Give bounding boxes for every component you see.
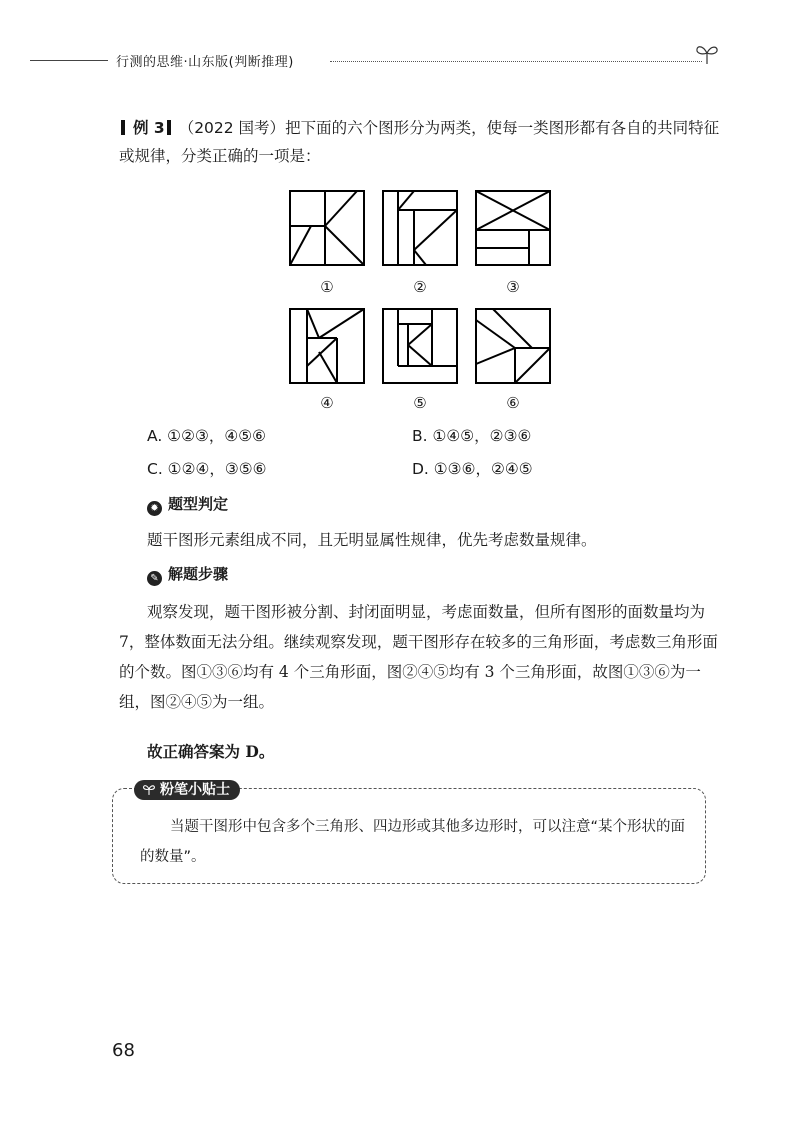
lightbulb-icon: ✹ (147, 501, 162, 516)
pencil-icon: ✎ (147, 571, 162, 586)
figure-3 (475, 190, 551, 266)
section-type-text: 题干图形元素组成不同，且无明显属性规律，优先考虑数量规律。 (147, 531, 597, 549)
example-label: 例 3 (133, 119, 165, 137)
figure-label-6: ⑥ (506, 394, 520, 412)
running-header (30, 48, 720, 72)
figure-1 (289, 190, 365, 266)
figure-6 (475, 308, 551, 384)
section-steps-paragraph: 观察发现，题干图形被分割、封闭面明显，考虑面数量，但所有图形的面数量均为 7，整体数面无法分组。继续观察发现，题干图形存在较多的三角形面，考虑数三角形面的个数。图①③⑥均有 4 个三角形面，图②④⑤均有 3 个三角形面，故图①③⑥为一组，图②④⑤为一组。 (119, 603, 718, 711)
answer-line: 故正确答案为 D。 (147, 742, 275, 761)
figure-label-4: ④ (320, 394, 334, 412)
figure-label-5: ⑤ (413, 394, 427, 412)
section-type-heading (147, 493, 228, 516)
figure-label-3: ③ (506, 278, 520, 296)
header-title: 行测的思维·山东版(判断推理) (116, 55, 294, 70)
header-rule-right (330, 61, 702, 62)
section-type-title: 题型判定 (168, 495, 229, 513)
example-question (119, 114, 729, 170)
option-d: D. ①③⑥，②④⑤ (412, 460, 533, 478)
page-number: 68 (112, 1040, 135, 1061)
figure-label-1: ① (320, 278, 334, 296)
sprout-icon (142, 782, 156, 796)
tip-heading (134, 780, 240, 800)
option-a: A. ①②③，④⑤⑥ (147, 427, 267, 445)
section-steps-heading (147, 563, 228, 586)
example-source: （2022 国考） (178, 119, 286, 137)
tip-title: 粉笔小贴士 (160, 782, 230, 798)
figure-grid (285, 190, 555, 418)
figure-label-2: ② (413, 278, 427, 296)
option-c: C. ①②④，③⑤⑥ (147, 460, 267, 478)
option-b: B. ①④⑤，②③⑥ (412, 427, 532, 445)
example-question-text: 把下面的六个图形分为两类，使每一类图形都有各自的共同特征或规律，分类正确的一项是： (119, 119, 720, 165)
sprout-icon (694, 40, 720, 66)
figure-2 (382, 190, 458, 266)
header-rule-left (30, 60, 108, 61)
figure-4 (289, 308, 365, 384)
tip-text: 当题干图形中包含多个三角形、四边形或其他多边形时，可以注意“某个形状的面的数量”。 (140, 819, 686, 865)
figure-5 (382, 308, 458, 384)
section-steps-title: 解题步骤 (168, 565, 229, 583)
example-bar-right (167, 120, 171, 135)
example-bar-left (121, 120, 125, 135)
